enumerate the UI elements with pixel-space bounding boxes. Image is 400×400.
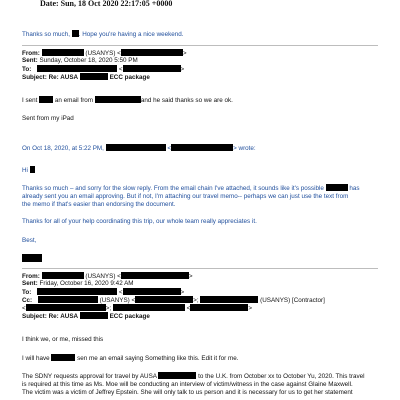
email1-sent xyxy=(22,57,138,65)
redaction xyxy=(171,144,233,151)
email2-cc-continued: < >; < > xyxy=(22,305,252,312)
sent-value: Sunday, October 18, 2020 5:50 PM xyxy=(39,57,138,64)
email1-to: To: < > xyxy=(22,66,185,73)
paragraph-text: the memo if that's easier than endorsing the document. xyxy=(22,200,176,208)
redaction xyxy=(37,288,117,295)
email2-line-1: I think we, or me, missed this xyxy=(22,336,104,343)
redaction xyxy=(37,65,117,72)
redaction xyxy=(80,312,108,319)
quote-closing: Best, xyxy=(22,237,37,244)
redaction xyxy=(72,30,79,37)
email1-from: From: (USANYS) < > xyxy=(22,50,187,57)
cc-label: Cc: xyxy=(22,297,33,304)
signature-redaction xyxy=(22,254,42,264)
date-value: Sun, 18 Oct 2020 22:17:05 +0000 xyxy=(60,0,173,8)
subject-value-end: ECC package xyxy=(109,74,150,81)
paragraph-text: The victim was a victim of Jeffrey Epstein. She will only talk to us person and it is necessary for us to get her statement xyxy=(22,388,353,396)
redaction xyxy=(42,49,84,56)
quote-greeting xyxy=(22,166,35,175)
reply-text-start: Thanks so much, xyxy=(22,31,70,38)
redaction xyxy=(51,354,75,361)
paragraph-text: is required at this time as Ms. Moe will be conducting an interview of victim/witness in the case against Glaine Maxwell. xyxy=(22,380,353,388)
paragraph-text: has xyxy=(349,185,360,192)
from-value: (USANYS) < xyxy=(85,50,121,57)
redaction xyxy=(38,296,98,303)
to-label: To: xyxy=(22,289,32,296)
redaction xyxy=(190,304,248,311)
subject-value: Re: AUSA xyxy=(48,74,79,81)
email1-signature: Sent from my iPad xyxy=(22,115,74,122)
body-text: an email from xyxy=(54,97,94,104)
date-label: Date: xyxy=(40,0,59,8)
email1-subject xyxy=(22,73,150,82)
redaction xyxy=(121,49,183,56)
redaction xyxy=(121,272,189,279)
redaction xyxy=(326,184,348,191)
redaction xyxy=(42,272,84,279)
paragraph-text: already sent you an email approving. But if not, I'm attaching our travel memo-- perhaps we can just use the text from xyxy=(22,192,349,200)
subject-value: Re: AUSA xyxy=(48,313,79,320)
divider xyxy=(22,268,378,269)
email2-line-2 xyxy=(22,354,239,363)
body-text: and he said thanks so we are ok. xyxy=(140,97,233,104)
body-text: I will have xyxy=(22,355,50,362)
redaction xyxy=(158,372,196,379)
redaction xyxy=(123,65,181,72)
from-label: From: xyxy=(22,50,40,57)
email1-body xyxy=(22,96,233,105)
email2-subject xyxy=(22,312,150,321)
email2-from: From: (USANYS) < > xyxy=(22,273,193,280)
quote-intro: On Oct 18, 2020, at 5:22 PM, < > wrote: xyxy=(22,145,256,152)
paragraph-text: to the U.K. from October xx to October Yu, 2020. This travel xyxy=(198,373,365,380)
email2-cc: Cc: (USANYS) < >; (USANYS) [Contractor] xyxy=(22,297,325,304)
to-label: To: xyxy=(22,66,32,73)
from-value: (USANYS) < xyxy=(85,273,121,280)
redaction xyxy=(200,296,258,303)
redaction xyxy=(95,96,141,103)
redaction xyxy=(80,73,108,80)
reply-text xyxy=(22,30,184,39)
quote-paragraph-2: Thanks for all of your help coordinating this trip, our whole team really appreciates it. xyxy=(22,218,257,225)
subject-label: Subject: xyxy=(22,313,47,320)
sent-label: Sent: xyxy=(22,57,38,64)
email2-paragraph xyxy=(22,372,365,397)
redaction xyxy=(26,304,106,311)
redaction xyxy=(123,288,181,295)
paragraph-text: Thanks so much – and sorry for the slow reply. From the email chain I've attached, it sounds like it's possible xyxy=(22,185,324,192)
subject-label: Subject: xyxy=(22,74,47,81)
reply-text-end: . Hope you're having a nice weekend. xyxy=(78,31,184,38)
quote-intro-text: On Oct 18, 2020, at 5:22 PM, xyxy=(22,145,104,152)
sent-value: Friday, October 16, 2020 9:42 AM xyxy=(39,280,134,287)
redaction xyxy=(22,254,42,262)
greeting-text: Hi xyxy=(22,167,28,174)
cc-value: (USANYS) [Contractor] xyxy=(260,297,325,304)
redaction xyxy=(113,304,185,311)
redaction xyxy=(30,166,35,173)
sent-label: Sent: xyxy=(22,280,38,287)
cc-value: (USANYS) < xyxy=(99,297,136,304)
email2-sent xyxy=(22,280,134,288)
quote-paragraph-1 xyxy=(22,184,360,209)
redaction xyxy=(106,144,166,151)
paragraph-text: The SDNY requests approval for travel by AUSA xyxy=(22,373,157,380)
body-text: I sent xyxy=(22,97,38,104)
redaction xyxy=(39,96,53,103)
quote-intro-text-end: wrote: xyxy=(238,145,256,152)
redaction xyxy=(135,296,193,303)
subject-value-end: ECC package xyxy=(109,313,150,320)
from-label: From: xyxy=(22,273,40,280)
divider xyxy=(22,45,378,46)
body-text: sen me an email saying Something like this. Edit it for me. xyxy=(77,355,239,362)
header-date xyxy=(40,0,172,9)
email2-to: To: < > xyxy=(22,289,185,296)
